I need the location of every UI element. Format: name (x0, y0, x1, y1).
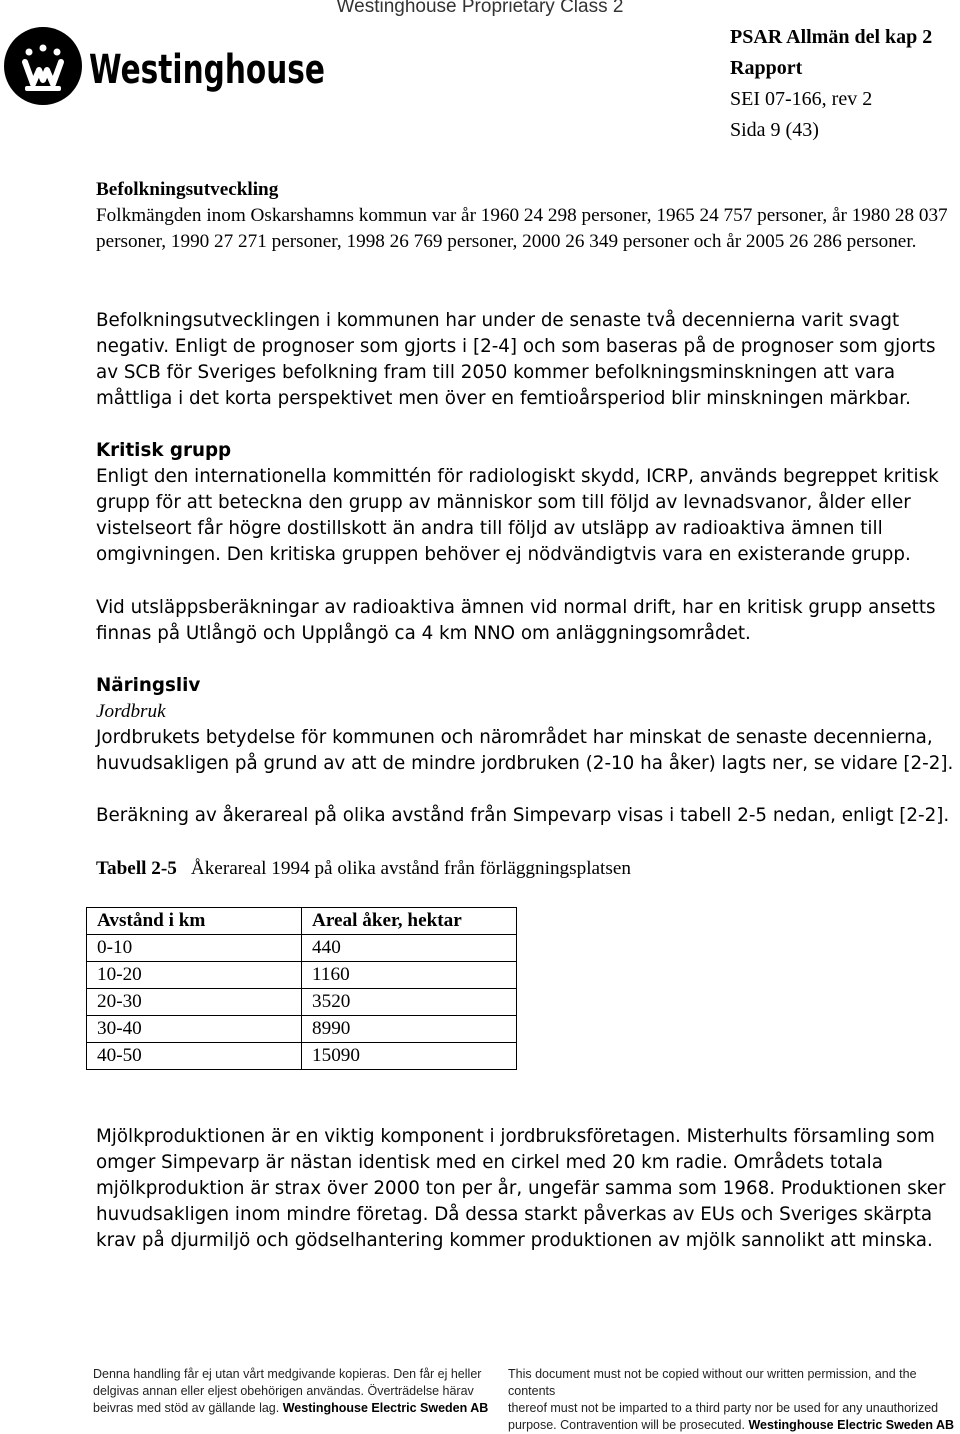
table-cell-area: 3520 (302, 989, 517, 1016)
section-befolkning-forecast (96, 308, 958, 412)
table-caption-text: Åkerareal 1994 på olika avstånd från förläggningsplatsen (190, 858, 631, 879)
table-header-cell: Avstånd i km (87, 908, 302, 935)
acreage-table (86, 907, 517, 1070)
section-subheading: Jordbruk (96, 701, 166, 722)
paragraph-rest: Den kritiska gruppen behöver ej nödvändigtvis vara en existerande grupp. (221, 544, 911, 565)
section-mjolk (96, 1124, 958, 1254)
table-header-row (87, 908, 517, 935)
section-heading: Befolkningsutveckling (96, 179, 279, 200)
footer-line: beivras med stöd av gällande lag. (93, 1401, 280, 1415)
table-row (87, 1043, 517, 1070)
table-row (87, 935, 517, 962)
paragraph: Folkmängden inom Oskarshamns kommun var år 1960 24 298 personer, 1965 24 757 personer, år 1980 28 037 personer, 1990 27 271 personer, 1998 26 769 personer, 2000 26 349 personer och år 2005 26 286 personer. (96, 205, 948, 252)
section-kritisk-grupp-p2 (96, 595, 958, 647)
footer-company: Westinghouse Electric Sweden AB (748, 1418, 955, 1432)
footer-line: Denna handling får ej utan vårt medgivande kopieras. Den får ej heller (93, 1367, 482, 1381)
table-cell-distance: 10-20 (87, 962, 302, 989)
classification-label: Westinghouse Proprietary Class 2 (336, 0, 624, 17)
footer-english (508, 1366, 958, 1434)
paragraph: Jordbrukets betydelse för kommunen och närområdet har minskat de senaste decennierna, huvudsakligen på grund av att de mindre jordbruken (2-10 ha åker) lagts ner, se vidare [2-2]. (96, 727, 954, 774)
footer-company: Westinghouse Electric Sweden AB (282, 1401, 489, 1415)
paragraph: Vid utsläppsberäkningar av radioaktiva ämnen vid normal drift, har en kritisk grupp ansetts finnas på Utlångö och Upplångö ca 4 km NNO om anläggningsområdet. (96, 597, 936, 644)
paragraph: Beräkning av åkerareal på olika avstånd från Simpevarp visas i tabell 2-5 nedan, enligt [2-2]. (96, 805, 950, 826)
westinghouse-circle-w-logo (3, 22, 328, 110)
paragraph-lead: Enligt den internationella kommittén för radiologiskt skydd, ICRP, används begreppet kritisk grupp för att beteckna den grupp av människor som till följd av levnadsvanor, ålder eller vistelseort får högre dostillskott än andra till följd av utsläpp av radioaktiva ämnen till omgivningen. (96, 466, 939, 565)
section-heading: Näringsliv (96, 675, 201, 696)
section-naringsliv (96, 673, 958, 777)
section-heading: Kritisk grupp (96, 440, 232, 461)
footer-line: purpose. Contravention will be prosecuted. (508, 1418, 745, 1432)
table-row (87, 962, 517, 989)
footer-line: This document must not be copied without our written permission, and the contents (508, 1367, 917, 1398)
document-number: SEI 07-166, rev 2 (730, 88, 873, 110)
table-caption (96, 856, 958, 882)
table-cell-area: 8990 (302, 1016, 517, 1043)
section-kritisk-grupp (96, 438, 958, 568)
paragraph-rest: Då dessa starkt påverkas av EUs och Sveriges skärpta krav på djurmiljö och gödselhantering kommer produktionen av mjölk sannolikt att minska. (96, 1204, 933, 1251)
paragraph-lead: Mjölkproduktionen är en viktig komponent i jordbruksföretagen. Misterhults församling som omger Simpevarp är nästan identisk med en cirkel med 20 km radie. Områdets totala mjölkproduktion är strax över 2000 ton per år, ungefär samma som 1968. Produktionen sker huvudsakligen inom mindre företag. (96, 1126, 946, 1225)
document-title: PSAR Allmän del kap 2 (730, 26, 933, 48)
logo-wordmark: Westinghouse (89, 47, 325, 93)
paragraph-rest: Enligt de prognoser som gjorts i [2-4] och som baseras på de prognoser som gjorts av SCB för Sveriges befolkning fram till 2050 kommer befolkningsminskningen att vara måttliga i det korta perspektivet men över en femtioårsperiod blir minskningen märkbar. (96, 336, 936, 409)
section-befolkning (96, 177, 958, 255)
table-cell-area: 15090 (302, 1043, 517, 1070)
footer-swedish (93, 1366, 493, 1417)
table-row (87, 1016, 517, 1043)
page-number: Sida 9 (43) (730, 119, 819, 141)
footer-line: delgivas annan eller eljest obehörigen användas. Överträdelse härav (93, 1384, 474, 1398)
table-cell-area: 1160 (302, 962, 517, 989)
table-cell-distance: 0-10 (87, 935, 302, 962)
table-cell-distance: 40-50 (87, 1043, 302, 1070)
table-cell-area: 440 (302, 935, 517, 962)
footer-line: thereof must not be imparted to a third party nor be used for any unauthorized (508, 1401, 939, 1415)
table-caption-label: Tabell 2-5 (96, 858, 177, 879)
paragraph-lead: Befolkningsutvecklingen i kommunen har under de senaste två decennierna varit svagt negativ. (96, 310, 900, 357)
table-cell-distance: 30-40 (87, 1016, 302, 1043)
table-header-cell: Areal åker, hektar (302, 908, 517, 935)
document-type: Rapport (730, 57, 803, 79)
table-row (87, 989, 517, 1016)
westinghouse-logo (3, 22, 328, 110)
table-cell-distance: 20-30 (87, 989, 302, 1016)
section-naringsliv-p2 (96, 803, 958, 829)
